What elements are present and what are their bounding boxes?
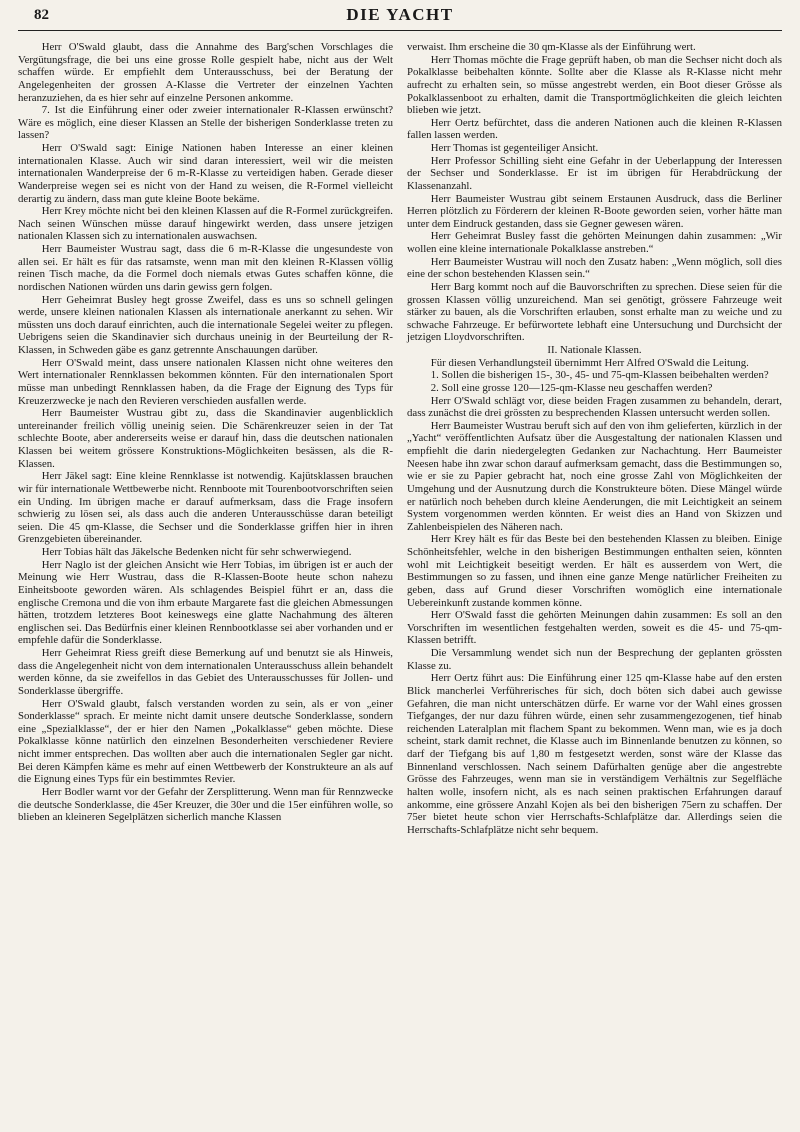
- para-wustrau-1: Herr Baumeister Wustrau sagt, dass die 6 m-R-Klasse die ungesundeste von allen sei. Er hält es für das ratsamste, wenn man mit den kleinen R-Klassen völlig reinen Tisch mache, da die Formel doch niemals etwas Gutes schaffen könne, die nordischen Nationen würden uns darin gewiss gern folgen.: [18, 243, 393, 293]
- para-riess: Herr Geheimrat Riess greift diese Bemerkung auf und benutzt sie als Hinweis, dass die Angelegenheit nicht von dem internationalen Unterausschuss allein behandelt werden könne, da sie zweifellos in das Gebiet des Unterausschusses für Jollen- und Sonderklasse übergriffe.: [18, 647, 393, 697]
- para-wustrau-2: Herr Baumeister Wustrau gibt zu, dass die Skandinavier augenblicklich untereinander freilich völlig uneinig seien. Die Schärenkreuzer seien in der Tat schlechte Boote, aber andererseits weise er darauf hin, dass die deutschen nationalen Klassen bei weitem grössere Konstruktions-Möglichkeiten besässen, als die R-Klassen.: [18, 407, 393, 470]
- para-oertz-2: Herr Oertz führt aus: Die Einführung einer 125 qm-Klasse habe auf den ersten Blick mancherlei Verführerisches für sich, doch böten sich dabei auch gewisse Gefahren, die man nicht unterschätzen dürfe. Er warne vor der Wahl eines grossen Tiefganges, der nur dazu führen würde, einen sehr zusammengezogenen, tief hinab reichenden Lateralplan mit flachem Spant zu bekommen. Wenn man, wie es ja doch scheint, stark damit rechnet, die Klasse auch im Binnenlande benutzen zu können, so darf der Tiefgang bis auf 1,80 m festgesetzt werden, sonst wäre der Klasse das Binnenland verschlossen. Nach seinem Dafürhalten genüge aber die angestrebte Grösse des Fahrzeuges, wenn man sie in verständigem Verhältnis zur Segelfläche halten wolle, insofern nicht, als es nach seinen praktischen Erfahrungen darauf ankomme, eine grössere Anzahl Kojen als bei den bisherigen 75ern zu schaffen. Der 75er bietet heute schon vier Herrschafts-Schlafplätze dar. Allerdings seien die Herrschafts-Schlafplätze nicht sehr bequem.: [407, 672, 782, 836]
- para-oswald-rennklassen: Herr O'Swald meint, dass unsere nationalen Klassen nicht ohne weiteres den Wert internationaler Rennklassen bekommen könnten. Für den internationalen Sport müsse man unbedingt Rennklassen haben, da die Frage der Eignung des Typs für Kreuzerzwecke je nach den Revieren verschieden ausfallen werde.: [18, 356, 393, 407]
- section-heading-nationale-klassen: II. Nationale Klassen.: [547, 344, 642, 356]
- para-krey-1: Herr Krey möchte nicht bei den kleinen Klassen auf die R-Formel zurückgreifen. Nach seinen Wünschen müsse darauf hingewirkt werden, dass unsere jetzigen nationalen Klassen sich zu internationalen auswachsen.: [18, 205, 393, 243]
- question-2: 2. Soll eine grosse 120—125-qm-Klasse neu geschaffen werden?: [430, 381, 713, 394]
- para-wustrau-5: Herr Baumeister Wustrau beruft sich auf den von ihm gelieferten, kürzlich in der „Yacht“ veröffentlichten Aufsatz über die Ausgestaltung der nationalen Klassen und empfiehlt die darin niedergelegten Gedanken zur Nachachtung. Herr Baumeister Neesen habe ihn zwar schon darauf aufmerksam gemacht, dass die Bestimmungen so, wie er sie zu Papier gebracht hat, noch eine grosse Zahl von Möglichkeiten der Umgehung und der Ausnutzung durch die Konstrukteure böten. Diese Mängel würde er natürlich noch beheben durch kleine Aenderungen, die mit Leichtigkeit an seinem System vorgenommen werden könnten. Er weist dies an Hand von Skizzen und Zahlenbeispielen des Näheren nach.: [407, 419, 782, 533]
- para-wustrau-4: Herr Baumeister Wustrau will noch den Zusatz haben: „Wenn möglich, soll dies eine der schon bestehenden Klassen sein.“: [407, 255, 782, 281]
- question-7: 7. Ist die Einführung einer oder zweier internationaler R-Klassen erwünscht? Wäre es möglich, eine dieser Klassen an Stelle der bisherigen Sonderklasse treten zu lassen?: [18, 104, 393, 142]
- right-column: [407, 41, 782, 836]
- para-thomas-2: Herr Thomas ist gegenteiliger Ansicht.: [430, 142, 599, 154]
- text-columns: [18, 31, 782, 836]
- para-naglo: Herr Naglo ist der gleichen Ansicht wie Herr Tobias, im übrigen ist er auch der Meinung wie Herr Wustrau, dass die R-Klassen-Boote heute schon nahezu Einheitsboote geworden wären. Als schlagendes Beispiel führt er an, dass die englische Cremona und die von ihm erbaute Margarete fast die gleichen Abmessungen hätten, trotzdem letzteres Boot keineswegs eine glatte Nachahmung des älteren englischen sei. Das Bedürfnis einer kleinen Rennbootklasse sei aber vorhanden und er empfehle dafür die Sonderklasse.: [18, 558, 393, 647]
- para-oswald-annahme: Herr O'Swald glaubt, dass die Annahme des Barg'schen Vorschlages die Vergütungsfrage, die bei uns eine grosse Rolle gespielt habe, nicht aus der Welt schaffen würde. Er empfiehlt dem Unterausschuss, bei der Beratung der Angelegenheiten der grossen A-Klasse die Vertreter der einzelnen Yachten heranzuziehen, da es hier sehr auf einzelne Personen ankomme.: [18, 41, 393, 104]
- para-oswald-sonderklasse: Herr O'Swald glaubt, falsch verstanden worden zu sein, als er von „einer Sonderklasse“ sprach. Er meinte nicht damit unsere deutsche Sonderklasse, sondern eine „Spezialklasse“, der er hier den Namen „Pokalklasse“ geben möchte. Diese Pokalklasse könne natürlich den einzelnen Besonderheiten verschiedener Reviere nicht immer entsprechen. Das wollten aber auch die internationalen Segler gar nicht. Bei deren Kämpfen käme es mehr auf einen Wettbewerb der Konstrukteure an als auf die Eignung eines Typs für ein bestimmtes Revier.: [18, 697, 393, 786]
- para-oswald-interesse: Herr O'Swald sagt: Einige Nationen haben Interesse an einer kleinen internationalen Klasse. Auch wir sind daran interessiert, weil wir die meisten internationalen Wanderpreise der 6 m-R-Klasse zu verteidigen haben. Gerade dieser Wanderpreise wegen sei es nicht von der Hand zu weisen, die R-Formel vielleicht derartig zu ändern, dass man gute kleine Boote bekäme.: [18, 142, 393, 205]
- para-thomas-1: Herr Thomas möchte die Frage geprüft haben, ob man die Sechser nicht doch als Pokalklasse beibehalten könnte. Sollte aber die Klasse als R-Klasse nicht mehr aufrecht zu erhalten sein, so müsse angestrebt werden, ein Boot dieser Grösse als Pokalklassenboot zu erhalten, damit die Transportmöglichkeiten die gleich leichten blieben wie jetzt.: [407, 53, 782, 117]
- running-title: DIE YACHT: [346, 5, 454, 24]
- para-oswald-vorschlag: Herr O'Swald schlägt vor, diese beiden Fragen zusammen zu behandeln, derart, dass zunächst die drei grössten zu besprechenden Klassen untersucht werden sollen.: [407, 394, 782, 420]
- page-number: 82: [34, 7, 49, 23]
- para-busley: Herr Geheimrat Busley hegt grosse Zweifel, dass es uns so schnell gelingen werde, unsere kleinen nationalen Klassen als internationale anerkannt zu sehen. Wir müssten uns doch darauf einrichten, auch die internationale Segelei weiter zu pflegen. Uebrigens seien die Skandinavier sich durchaus uneinig in der Beurteilung der R-Klassen, in Schweden gäbe es ganz getrennte Anschauungen darüber.: [18, 293, 393, 356]
- para-tobias: Herr Tobias hält das Jäkelsche Bedenken nicht für sehr schwerwiegend.: [41, 546, 352, 558]
- para-bodler-cont: verwaist. Ihm erscheine die 30 qm-Klasse als der Einführung wert.: [407, 41, 696, 53]
- para-oswald-summary: Herr O'Swald fasst die gehörten Meinungen dahin zusammen: Es soll an den Vorschriften im wesentlichen festgehalten werden, soweit es die 45- und 75-qm-Klassen betrifft.: [407, 609, 782, 647]
- para-bodler: Herr Bodler warnt vor der Gefahr der Zersplitterung. Wenn man für Rennzwecke die deutsche Sonderklasse, die 45er Kreuzer, die 30er und die 15er einführen wolle, so blieben an kleineren Segelplätzen sicherlich manche Klassen: [18, 785, 393, 824]
- para-wustrau-3: Herr Baumeister Wustrau gibt seinem Erstaunen Ausdruck, dass die Berliner Herren plötzlich zu Förderern der kleinen R-Boote geworden seien, vorher hätte man unter dem Eindruck gestanden, dass sie Gegner gewesen wären.: [407, 192, 782, 230]
- left-column: [18, 41, 393, 836]
- para-oertz-1: Herr Oertz befürchtet, dass die anderen Nationen auch die kleinen R-Klassen fallen lassen werden.: [407, 116, 782, 142]
- para-versammlung: Die Versammlung wendet sich nun der Besprechung der geplanten grössten Klasse zu.: [407, 647, 782, 672]
- page-header: [18, 4, 782, 31]
- para-schilling: Herr Professor Schilling sieht eine Gefahr in der Ueberlappung der Interessen der Sechser und Sonderklasse. Er ist im übrigen für Herabdrückung der Klassenanzahl.: [407, 154, 782, 192]
- question-1: 1. Sollen die bisherigen 15-, 30-, 45- und 75-qm-Klassen beibehalten werden?: [430, 369, 769, 382]
- para-barg: Herr Barg kommt noch auf die Bauvorschriften zu sprechen. Diese seien für die grossen Klassen völlig unzureichend. Man sei genötigt, grössere Fahrzeuge weit stärker zu bauen, als die Vorschriften erlauben, sonst erhalte man zu weiche und zu schwache Fahrzeuge. Er befürwortete lebhaft eine Untersuchung und Durchsicht der jetzigen Lloydvorschriften.: [407, 280, 782, 344]
- para-jakel: Herr Jäkel sagt: Eine kleine Rennklasse ist notwendig. Kajütsklassen brauchen wir für internationale Wettbewerbe nicht. Rennboote mit Tourenbootvorschriften seien ein Unding. Im übrigen mache er darauf aufmerksam, dass die Frage insofern schwierig zu lösen sei, als dass auch die anderen Unterausschüsse daran beteiligt seien. Die 45 qm-Klasse, die Sechser und die Sonderklasse griffen hier in ihren Grenzgebieten übereinander.: [18, 470, 393, 546]
- para-busley-summary: Herr Geheimrat Busley fasst die gehörten Meinungen dahin zusammen: „Wir wollen eine kleine internationale Pokalklasse anstreben.“: [407, 230, 782, 255]
- para-section-intro: Für diesen Verhandlungsteil übernimmt Herr Alfred O'Swald die Leitung.: [430, 356, 749, 369]
- para-krey-2: Herr Krey hält es für das Beste bei den bestehenden Klassen zu bleiben. Einige Schönheitsfehler, welche in den bisherigen Bestimmungen enthalten seien, könnten wohl mit Leichtigkeit beseitigt werden. Er hält es ausserdem von Wert, die Bestimmungen so zu fassen, und ihnen eine ganze Menge natürlicher Freiheiten zu geben, dass auf Grund dieser Vorschriften womöglich eine internationale Uebereinkunft zustande kommen könne.: [407, 533, 782, 609]
